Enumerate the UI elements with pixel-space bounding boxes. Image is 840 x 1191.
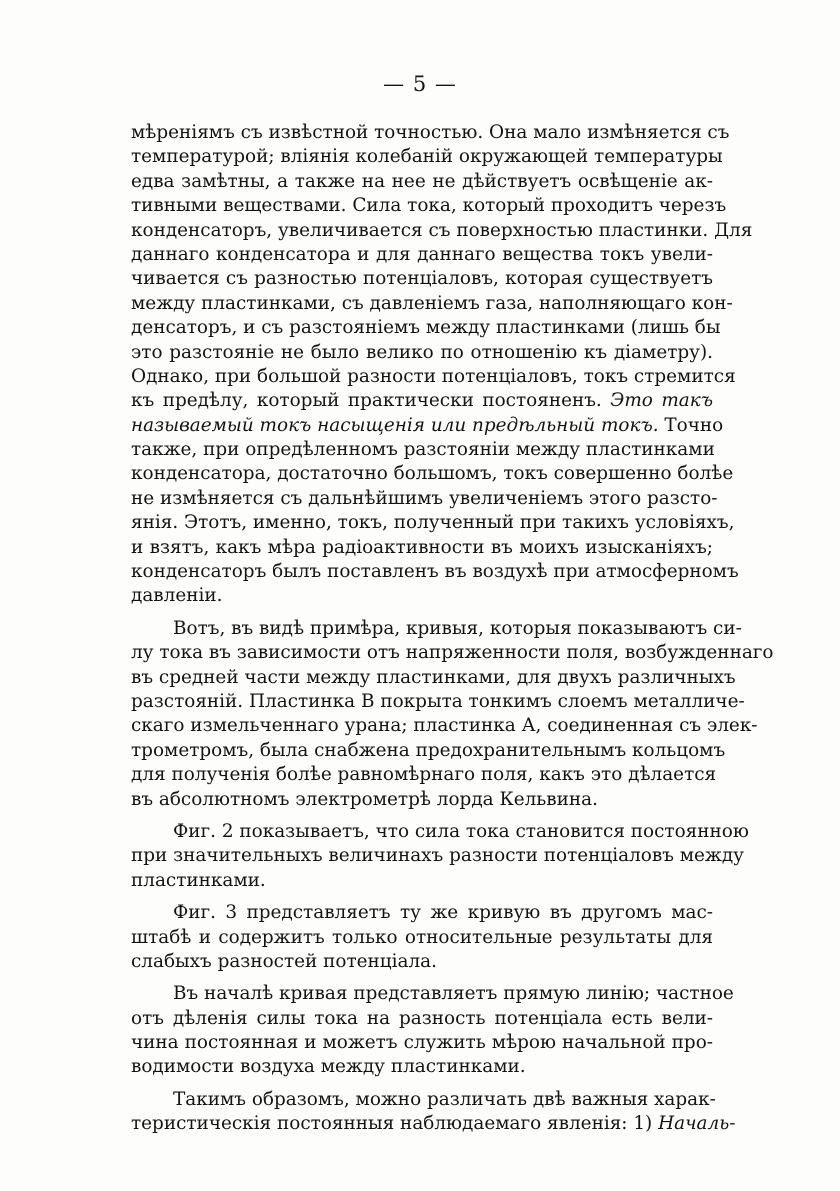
text-line: лу тока въ зависимости отъ напряженности поля, возбужденнаго xyxy=(131,642,774,664)
text-line: также, при опредѣленномъ разстояніи между пластинками xyxy=(131,439,715,461)
text-line: давленіи. xyxy=(131,585,223,607)
text-segment: къ предѣлу, который практически постояненъ. xyxy=(131,390,602,412)
text-line: разстояній. Пластинка В покрыта тонкимъ слоемъ металличе- xyxy=(131,690,745,712)
text-line: трометромъ, была снабжена предохранительнымъ кольцомъ xyxy=(131,739,726,761)
paragraph-gap xyxy=(131,609,713,617)
page-number: — 5 — xyxy=(383,72,457,96)
text-line: конденсаторъ былъ поставленъ въ воздухѣ при атмосферномъ xyxy=(131,561,739,583)
text-line: Фиг. 2 показываетъ, что сила тока становится постоянною xyxy=(173,820,749,842)
paragraph-4 xyxy=(131,901,713,974)
text-line: чивается съ разностью потенціаловъ, которая существуетъ xyxy=(131,268,713,290)
text-line: отъ дѣленія силы тока на разность потенціала есть вели- xyxy=(131,1007,713,1029)
text-line: тивными веществами. Сила тока, который проходитъ черезъ xyxy=(131,195,727,217)
paragraph-gap xyxy=(131,974,713,982)
text-line: едва замѣтны, а также на нее не дѣйствуетъ освѣщеніе ак- xyxy=(131,170,713,192)
text-line: конденсатора, достаточно большомъ, токъ совершенно болѣе xyxy=(131,463,734,485)
text-line: денсаторъ, и съ разстояніемъ между пластинками (лишь бы xyxy=(131,317,721,339)
text-line: слабыхъ разностей потенціала. xyxy=(131,950,437,972)
text-line: мѣреніямъ съ извѣстной точностью. Она мало измѣняется съ xyxy=(131,122,730,143)
paragraph-gap xyxy=(131,812,713,820)
text-line: пластинками. xyxy=(131,869,266,891)
text-segment: теристическія постоянныя наблюдаемаго явленія: 1) xyxy=(131,1113,653,1135)
text-line: въ абсолютномъ электрометрѣ лорда Кельвина. xyxy=(131,788,598,810)
text-line: не измѣняется съ дальнѣйшимъ увеличеніемъ этого разсто- xyxy=(131,487,718,509)
paragraph-1 xyxy=(131,121,753,609)
italic-term: называемый токъ насыщенія или предѣльный токъ. xyxy=(131,414,659,436)
paragraph-gap xyxy=(131,893,713,901)
text-line: конденсаторъ, увеличивается съ поверхностью пластинки. Для xyxy=(131,219,753,241)
text-line: это разстояніе не было велико по отношенію къ діаметру). xyxy=(131,341,713,363)
text-line: Такимъ образомъ, можно различать двѣ важныя харак- xyxy=(173,1088,716,1110)
text-line: водимости воздуха между пластинками. xyxy=(131,1056,526,1078)
italic-term: Началь- xyxy=(658,1113,736,1135)
italic-term: Это такъ xyxy=(610,390,713,412)
paragraph-gap xyxy=(131,1080,713,1088)
text-line-mixed xyxy=(131,414,724,438)
text-line: и взятъ, какъ мѣра радіоактивности въ моихъ изысканіяхъ; xyxy=(131,536,713,558)
text-line: Въ началѣ кривая представляетъ прямую линію; частное xyxy=(173,983,734,1005)
text-line: чина постоянная и можетъ служить мѣрою начальной про- xyxy=(131,1032,713,1054)
text-line: въ средней части между пластинками, для двухъ различныхъ xyxy=(131,666,736,688)
text-line: даннаго конденсатора и для даннаго вещества токъ увели- xyxy=(131,243,713,265)
text-line: янія. Этотъ, именно, токъ, полученный при такихъ условіяхъ, xyxy=(131,512,735,534)
text-line: скаго измельченнаго урана; пластинка А, соединенная съ элек- xyxy=(131,715,758,737)
text-line: Однако, при большой разности потенціаловъ, токъ стремится xyxy=(131,365,736,387)
text-line-mixed xyxy=(131,1112,736,1136)
paragraph-5 xyxy=(131,982,734,1080)
paragraph-3 xyxy=(131,820,749,893)
text-line: для полученія болѣе равномѣрнаго поля, какъ это дѣлается xyxy=(131,764,717,786)
text-line: штабѣ и содержитъ только относительные результаты для xyxy=(131,926,713,948)
text-segment: Точно xyxy=(664,414,724,436)
text-line: температурой; вліянія колебаній окружающей температуры xyxy=(131,146,723,168)
text-line: Фиг. 3 представляетъ ту же кривую въ другомъ мас- xyxy=(173,902,713,924)
body-text xyxy=(131,121,774,1137)
paragraph-6 xyxy=(131,1088,736,1137)
text-line: при значительныхъ величинахъ разности потенціаловъ между xyxy=(131,845,744,867)
text-line: Вотъ, въ видѣ примѣра, кривыя, которыя показываютъ си- xyxy=(173,617,742,639)
text-line-mixed xyxy=(131,389,713,413)
text-line: между пластинками, съ давленіемъ газа, наполняющаго кон- xyxy=(131,292,733,314)
paragraph-2 xyxy=(131,617,774,812)
